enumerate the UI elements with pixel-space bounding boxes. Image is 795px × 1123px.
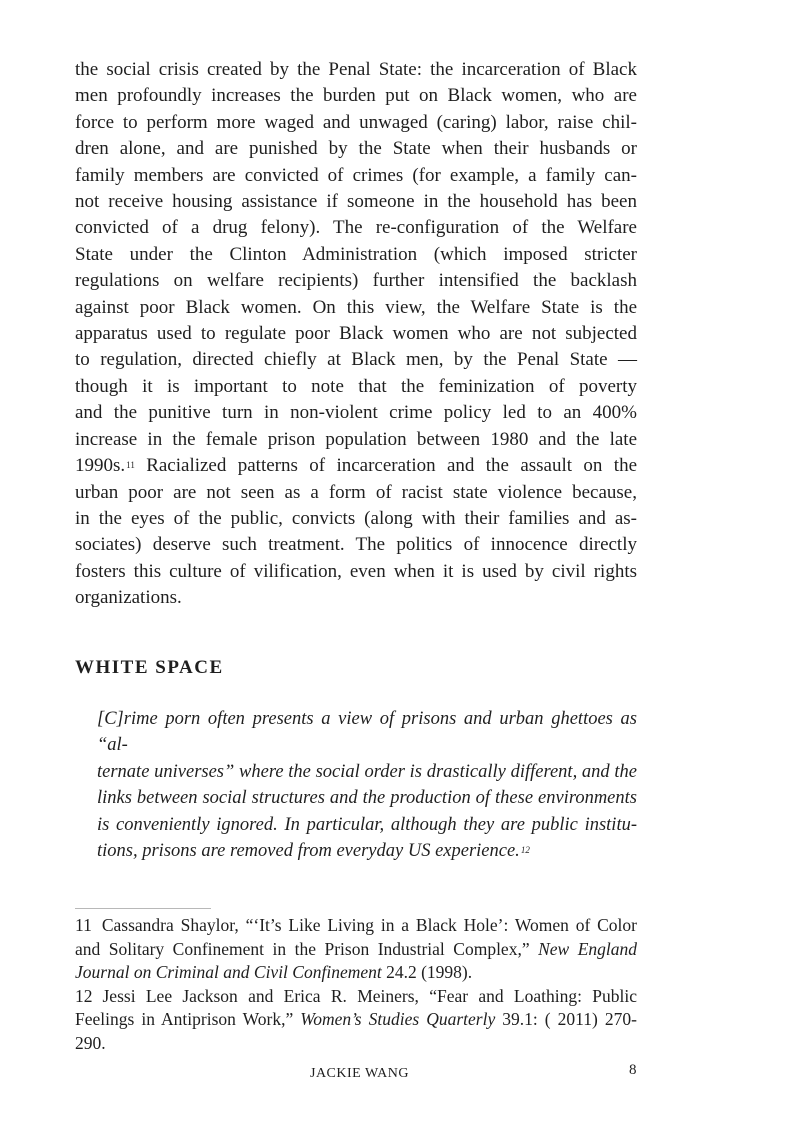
body-line: men profoundly increases the burden put on Black women, who are bbox=[75, 85, 637, 107]
footnote-source-title: New England Journal on Criminal and Civil Confinement bbox=[75, 938, 637, 982]
body-line: family members are convicted of crimes (for example, a family can- bbox=[75, 164, 637, 186]
body-line: and the punitive turn in non-violent crime policy led to an 400% bbox=[75, 402, 637, 424]
footnote-text: 39.1: ( 2011) 270-290. bbox=[75, 1009, 637, 1053]
footnotes bbox=[75, 914, 637, 1055]
footnote-number: 12 bbox=[75, 985, 93, 1006]
body-line: not receive housing assistance if someone in the household has been bbox=[75, 191, 637, 213]
body-line: convicted of a drug felony). The re-configuration of the Welfare bbox=[75, 217, 637, 239]
body-line: apparatus used to regulate poor Black women who are not subjected bbox=[75, 323, 637, 345]
body-line bbox=[75, 453, 637, 479]
body-line: though it is important to note that the feminization of poverty bbox=[75, 375, 637, 397]
footnote-ref-11[interactable]: 11 bbox=[126, 460, 135, 471]
footnote-number: 11 bbox=[75, 915, 92, 935]
footnote-text: Jessi Lee Jackson and Erica R. Meiners, “Fear and Loathing: Public Feelings in Antiprison Work,” bbox=[75, 985, 637, 1029]
body-line: organizations. bbox=[75, 587, 182, 609]
footnote-source-title: Women’s Studies Quarterly bbox=[300, 1009, 496, 1029]
quote-line: is conveniently ignored. In particular, although they are public institu- bbox=[97, 814, 637, 835]
page-number: 8 bbox=[629, 1062, 637, 1078]
body-line: sociates) deserve such treatment. The politics of innocence directly bbox=[75, 534, 637, 556]
footnote-12 bbox=[75, 985, 637, 1056]
body-line: regulations on welfare recipients) further intensified the backlash bbox=[75, 270, 637, 292]
body-line: fosters this culture of vilification, even when it is used by civil rights bbox=[75, 560, 637, 582]
footnote-text: Cassandra Shaylor, “‘It’s Like Living in a Black Hole’: Women of Color and Solitary Confinement in the Prison Industrial Complex,” bbox=[75, 915, 637, 959]
footnote-ref-12[interactable]: 12 bbox=[520, 845, 530, 856]
footnote-text: 24.2 (1998). bbox=[381, 962, 473, 982]
quote-line: [C]rime porn often presents a view of prisons and urban ghettoes as “al- bbox=[97, 709, 637, 756]
body-line-text: 1990s. bbox=[75, 455, 126, 477]
body-line: to regulation, directed chiefly at Black men, by the Penal State — bbox=[75, 349, 637, 371]
body-line: urban poor are not seen as a form of racist state violence because, bbox=[75, 481, 637, 503]
body-paragraph bbox=[75, 57, 637, 612]
body-line: increase in the female prison population between 1980 and the late bbox=[75, 428, 637, 450]
footnote-11 bbox=[75, 914, 637, 985]
body-line: dren alone, and are punished by the State when their husbands or bbox=[75, 138, 637, 160]
body-line: State under the Clinton Administration (which imposed stricter bbox=[75, 243, 637, 265]
body-line: in the eyes of the public, convicts (along with their families and as- bbox=[75, 507, 637, 529]
block-quote bbox=[97, 706, 637, 864]
quote-line: ternate universes” where the social order is drastically different, and the bbox=[97, 761, 637, 782]
body-line: force to perform more waged and unwaged (caring) labor, raise chil- bbox=[75, 111, 637, 133]
quote-line bbox=[97, 838, 637, 864]
body-line: the social crisis created by the Penal State: the incarceration of Black bbox=[75, 59, 637, 80]
body-line: against poor Black women. On this view, the Welfare State is the bbox=[75, 296, 637, 318]
footnote-divider bbox=[75, 908, 211, 909]
section-heading: WHITE SPACE bbox=[75, 657, 224, 678]
body-line-text: Racialized patterns of incarceration and the assault on the bbox=[134, 455, 637, 477]
quote-line: links between social structures and the production of these environments bbox=[97, 788, 637, 809]
running-footer-author: JACKIE WANG bbox=[310, 1066, 409, 1081]
quote-line-text: tions, prisons are removed from everyday US experience. bbox=[97, 841, 520, 862]
